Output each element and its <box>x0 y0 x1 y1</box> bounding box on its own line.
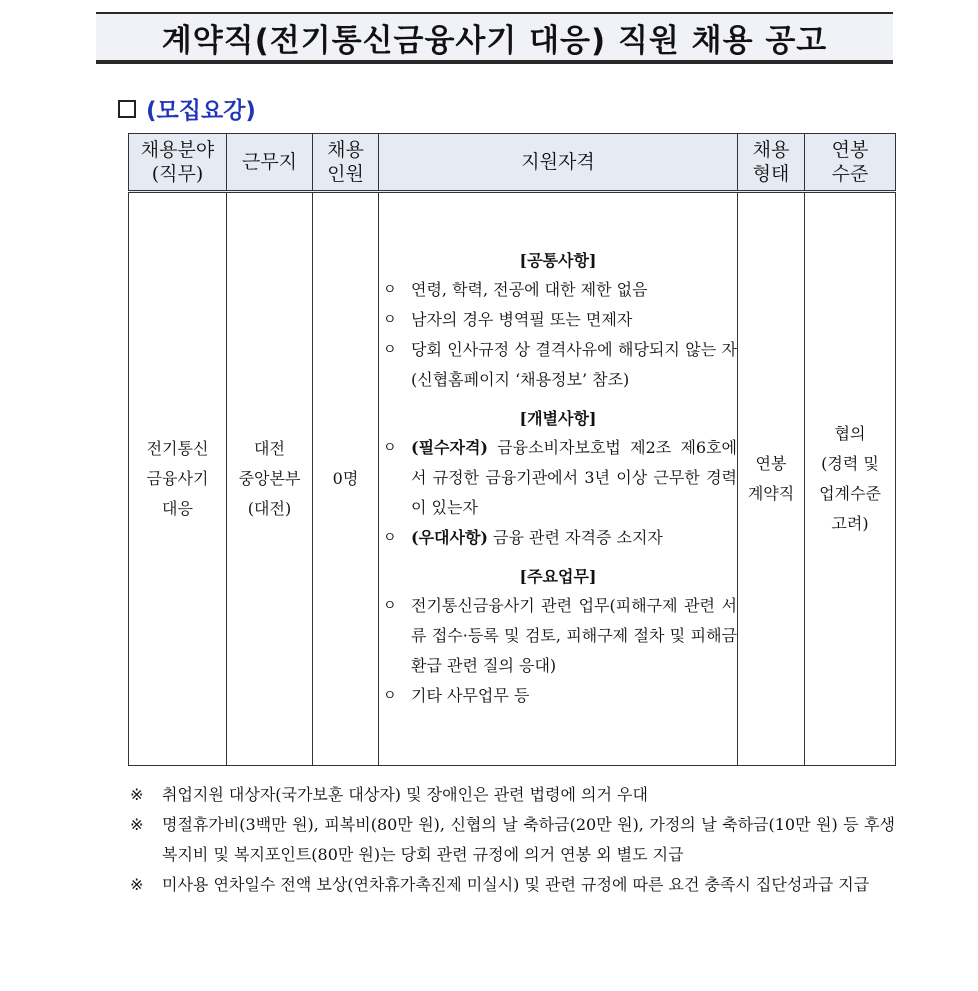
list-item <box>379 681 737 711</box>
section-header <box>118 92 256 125</box>
header-salary-line2: 수준 <box>831 163 869 185</box>
group-heading: [개별사항] <box>519 409 597 428</box>
page-title: 계약직(전기통신금융사기 대응) 직원 채용 공고 <box>161 22 828 59</box>
bullet-icon: ㅇ <box>383 342 397 358</box>
location-line3: (대전) <box>247 499 292 518</box>
reference-mark-icon: ※ <box>130 815 144 834</box>
notes-section <box>130 780 895 900</box>
list-item <box>379 335 737 395</box>
cell-field <box>129 192 227 766</box>
location-line2: 중앙본부 <box>238 469 301 488</box>
item-text: 금융소비자보호법 제2조 제6호에서 규정한 금융기관에서 3년 이상 근무한 경력이 있는자 <box>411 438 737 517</box>
header-location: 근무지 <box>227 134 313 192</box>
cell-headcount: 0명 <box>313 192 379 766</box>
bullet-icon: ㅇ <box>383 688 397 704</box>
group-heading: [공통사항] <box>519 251 597 270</box>
note-text: 미사용 연차일수 전액 보상(연차휴가촉진제 미실시) 및 관련 규정에 따른 요건 충족시 집단성과급 지급 <box>162 875 870 894</box>
list-item <box>379 275 737 305</box>
header-field-line2: (직무) <box>151 163 204 185</box>
item-text: 연령, 학력, 전공에 대한 제한 없음 <box>411 280 648 299</box>
list-item <box>379 591 737 681</box>
checkbox-icon <box>118 100 136 118</box>
salary-line4: 고려) <box>831 514 869 533</box>
item-text: 전기통신금융사기 관련 업무(피해구제 관련 서류 접수·등록 및 검토, 피해구제 절차 및 피해금 환급 관련 질의 응대) <box>411 596 737 675</box>
bullet-icon: ㅇ <box>383 440 397 456</box>
group-heading: [주요업무] <box>519 567 597 586</box>
field-line3: 대응 <box>162 499 193 518</box>
item-bold: (필수자격) <box>411 438 488 457</box>
field-line2: 금융사기 <box>146 469 209 488</box>
cell-qualification <box>379 192 738 766</box>
item-text: 금융 관련 자격증 소지자 <box>487 528 663 547</box>
note-item <box>130 870 895 900</box>
item-text: 기타 사무업무 등 <box>411 686 530 705</box>
note-item <box>130 780 895 810</box>
header-salary-line1: 연봉 <box>831 139 869 161</box>
bullet-icon: ㅇ <box>383 312 397 328</box>
recruitment-table <box>128 133 896 766</box>
table-row <box>129 192 896 766</box>
header-headcount-line1: 채용 <box>327 139 364 161</box>
header-type-line1: 채용 <box>752 139 790 161</box>
note-text: 명절휴가비(3백만 원), 피복비(80만 원), 신협의 날 축하금(20만 원), 가정의 날 축하금(10만 원) 등 후생복지비 및 복지포인트(80만 원)는 당회 관련 규정에 의거 연봉 외 별도 지급 <box>162 815 895 864</box>
header-row <box>129 134 896 192</box>
title-banner <box>96 12 893 64</box>
item-text: 남자의 경우 병역필 또는 면제자 <box>411 310 633 329</box>
item-text: 당회 인사규정 상 결격사유에 해당되지 않는 자(신협홈페이지 ‘채용정보’ 참조) <box>411 340 737 389</box>
group-duties <box>379 563 737 711</box>
note-text: 취업지원 대상자(국가보훈 대상자) 및 장애인은 관련 법령에 의거 우대 <box>162 785 648 804</box>
header-headcount <box>313 134 379 192</box>
cell-salary <box>805 192 896 766</box>
group-common <box>379 247 737 395</box>
header-field <box>129 134 227 192</box>
group-individual <box>379 405 737 553</box>
salary-line2: (경력 및 <box>821 454 879 473</box>
list-item <box>379 305 737 335</box>
header-salary <box>805 134 896 192</box>
bullet-icon: ㅇ <box>383 598 397 614</box>
header-type <box>738 134 805 192</box>
bullet-icon: ㅇ <box>383 282 397 298</box>
field-line1: 전기통신 <box>146 439 209 458</box>
type-line1: 연봉 <box>755 454 787 473</box>
bullet-icon: ㅇ <box>383 530 397 546</box>
salary-line1: 협의 <box>834 424 866 443</box>
header-field-line1: 채용분야 <box>140 139 215 161</box>
item-bold: (우대사항) <box>411 528 488 547</box>
salary-line3: 업계수준 <box>819 484 881 503</box>
list-item <box>379 523 737 553</box>
reference-mark-icon: ※ <box>130 785 144 804</box>
section-label: (모집요강) <box>146 98 256 124</box>
cell-location <box>227 192 313 766</box>
header-type-line2: 형태 <box>752 163 790 185</box>
reference-mark-icon: ※ <box>130 875 144 894</box>
note-item <box>130 810 895 870</box>
type-line2: 계약직 <box>747 484 795 503</box>
header-headcount-line2: 인원 <box>327 163 364 185</box>
header-qualification: 지원자격 <box>379 134 738 192</box>
cell-type <box>738 192 805 766</box>
location-line1: 대전 <box>254 439 285 458</box>
list-item <box>379 433 737 523</box>
